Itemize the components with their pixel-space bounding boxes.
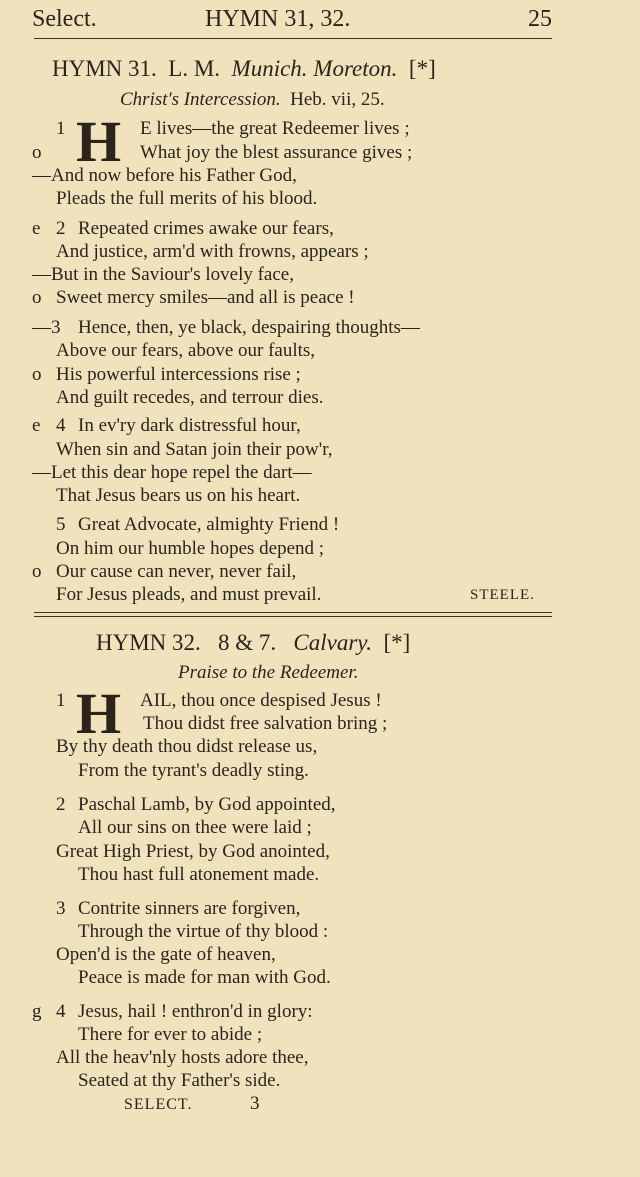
stanza-number: 4	[56, 415, 66, 436]
hymn-32-title	[96, 630, 410, 656]
dynamic-mark: o	[32, 142, 42, 163]
verse-line: Repeated crimes awake our fears,	[78, 218, 334, 239]
hymn-32-number: HYMN 32.	[96, 630, 201, 655]
hymn-31-meter: L. M.	[168, 56, 221, 81]
verse-line: His powerful intercessions rise ;	[56, 364, 301, 385]
verse-line: Paschal Lamb, by God appointed,	[78, 794, 336, 815]
verse-line: When sin and Satan join their pow'r,	[56, 439, 333, 460]
hymn-32-flag: [*]	[383, 630, 411, 655]
dynamic-mark: o	[32, 364, 42, 385]
verse-line: What joy the blest assurance gives ;	[140, 142, 413, 163]
dynamic-mark: o	[32, 287, 42, 308]
verse-line: Great High Priest, by God anointed,	[56, 841, 330, 862]
hymn-31-title	[52, 56, 436, 82]
verse-line: Peace is made for man with God.	[78, 967, 331, 988]
verse-line: AIL, thou once despised Jesus !	[140, 690, 382, 711]
verse-line: All the heav'nly hosts adore thee,	[56, 1047, 309, 1068]
verse-line: That Jesus bears us on his heart.	[56, 485, 301, 506]
hymn-31-subtitle	[120, 89, 385, 111]
header-rule	[34, 38, 552, 39]
verse-line: By thy death thou didst release us,	[56, 736, 318, 757]
drop-cap: H	[76, 681, 121, 746]
verse-line: Thou didst free salvation bring ;	[143, 713, 388, 734]
signature-number: 3	[250, 1093, 260, 1114]
running-head-center: HYMN 31, 32.	[205, 6, 351, 32]
stanza-number: 1	[56, 690, 66, 711]
verse-line: For Jesus pleads, and must prevail.	[56, 584, 322, 605]
stanza-number: 5	[56, 514, 66, 535]
verse-line: Our cause can never, never fail,	[56, 561, 297, 582]
drop-cap: H	[76, 109, 121, 174]
dynamic-mark: g	[32, 1001, 42, 1022]
hymn-32-tune: Calvary.	[293, 630, 373, 655]
hymn-32-subtitle	[178, 662, 358, 684]
verse-line: Open'd is the gate of heaven,	[56, 944, 276, 965]
stanza-number: 2	[56, 794, 66, 815]
verse-line: Sweet mercy smiles—and all is peace !	[56, 287, 355, 308]
hymn-divider-thin	[34, 616, 552, 617]
page-number: 25	[528, 6, 552, 32]
hymn-divider	[34, 612, 552, 613]
stanza-number: 2	[56, 218, 66, 239]
verse-line: Hence, then, ye black, despairing thoughts—	[78, 317, 420, 338]
verse-line: And guilt recedes, and terrour dies.	[56, 387, 324, 408]
verse-line: On him our humble hopes depend ;	[56, 538, 325, 559]
verse-line: All our sins on thee were laid ;	[78, 817, 312, 838]
verse-line: Great Advocate, almighty Friend !	[78, 514, 340, 535]
verse-line: Through the virtue of thy blood :	[78, 921, 329, 942]
stanza-number: 4	[56, 1001, 66, 1022]
verse-line: Thou hast full atonement made.	[78, 864, 320, 885]
verse-line: —But in the Saviour's lovely face,	[32, 264, 294, 285]
running-head-left: Select.	[32, 6, 97, 32]
verse-line: Seated at thy Father's side.	[78, 1070, 281, 1091]
dynamic-mark: e	[32, 415, 41, 436]
hymn-31-number: HYMN 31.	[52, 56, 157, 81]
author-attribution: STEELE.	[470, 587, 535, 603]
verse-line: From the tyrant's deadly sting.	[78, 760, 309, 781]
stanza-number: —3	[32, 317, 61, 338]
verse-line: —Let this dear hope repel the dart—	[32, 462, 312, 483]
hymn-32-meter: 8 & 7.	[218, 630, 277, 655]
verse-line: Jesus, hail ! enthron'd in glory:	[78, 1001, 313, 1022]
verse-line: Contrite sinners are forgiven,	[78, 898, 301, 919]
verse-line: Pleads the full merits of his blood.	[56, 188, 318, 209]
dynamic-mark: o	[32, 561, 42, 582]
stanza-number: 3	[56, 898, 66, 919]
hymn-31-tunes: Munich. Moreton.	[231, 56, 398, 81]
verse-line: And justice, arm'd with frowns, appears ;	[56, 241, 369, 262]
hymn-31-subtitle-title: Christ's Intercession.	[120, 89, 281, 110]
verse-line: In ev'ry dark distressful hour,	[78, 415, 301, 436]
hymn-31-scripture-ref: Heb. vii, 25.	[290, 89, 385, 110]
verse-line: E lives—the great Redeemer lives ;	[140, 118, 410, 139]
verse-line: Above our fears, above our faults,	[56, 340, 316, 361]
verse-line: There for ever to abide ;	[78, 1024, 263, 1045]
dynamic-mark: e	[32, 218, 41, 239]
verse-line: —And now before his Father God,	[32, 165, 297, 186]
hymn-32-subtitle-title: Praise to the Redeemer.	[178, 662, 359, 683]
signature-mark: SELECT.	[124, 1096, 193, 1113]
stanza-number: 1	[56, 118, 66, 139]
hymn-31-flag: [*]	[408, 56, 436, 81]
